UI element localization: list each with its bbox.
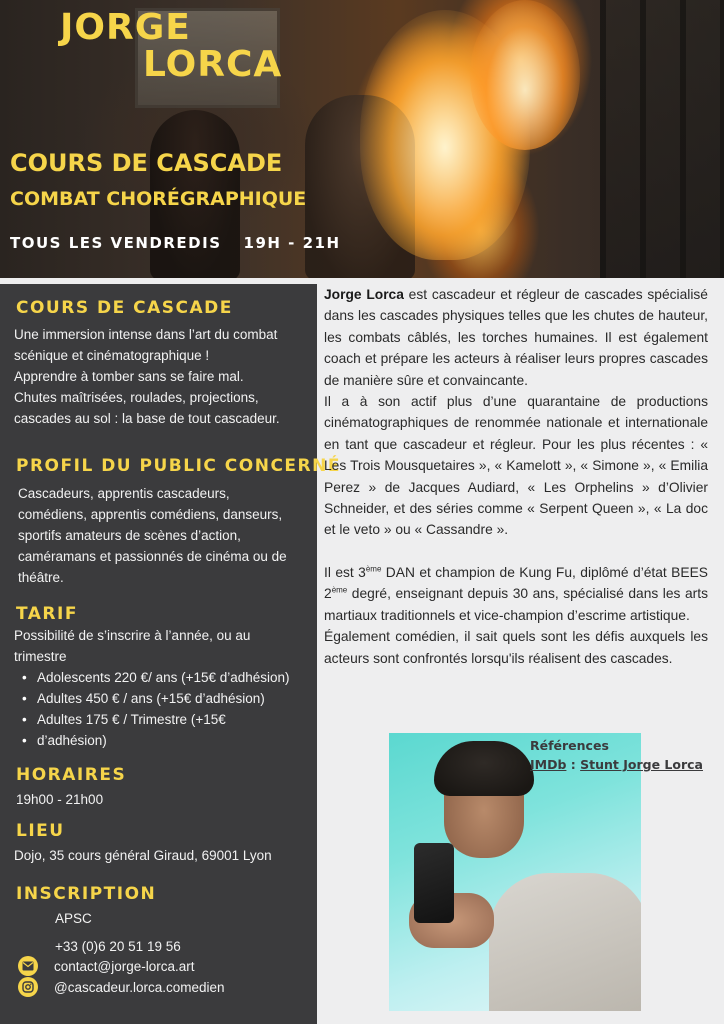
section-heading-lieu: LIEU: [16, 821, 65, 841]
name-line-2: LORCA: [143, 44, 283, 85]
lieu-text: Dojo, 35 cours général Giraud, 69001 Lyon: [14, 848, 272, 863]
text-line: cascades au sol : la base de tout cascadeur.: [14, 411, 280, 426]
portrait-photo: [389, 733, 641, 1011]
instagram-link[interactable]: @cascadeur.lorca.comedien: [54, 979, 225, 995]
bio-paragraph-3: [324, 562, 708, 626]
section-heading-tarif: TARIF: [16, 604, 78, 624]
references-heading: Références: [530, 738, 609, 753]
horaires-text: 19h00 - 21h00: [16, 792, 104, 807]
envelope-icon: [18, 956, 38, 976]
text-line: Cascadeurs, apprentis cascadeurs,: [18, 486, 230, 501]
superscript: ème: [365, 564, 382, 574]
sweater: [489, 873, 641, 1011]
bio-text: Il est 3: [324, 564, 366, 580]
hair: [434, 741, 534, 796]
text-line: Chutes maîtrisées, roulades, projections,: [14, 390, 259, 405]
section-heading-cours: COURS DE CASCADE: [16, 298, 233, 318]
schedule-hours: 19H - 21H: [243, 234, 341, 252]
bio-text: est cascadeur et régleur de cascades spécialisé dans les cascades physiques telles que les chutes de hauteur, les combats câblés, les torches humaines. Il est également coach et prépare les acteurs à réaliser leurs propres cascades de manière sûre et convaincante.: [324, 287, 708, 388]
tarif-description: [14, 625, 290, 751]
profil-description: [18, 483, 287, 588]
bio-paragraph-4: Également comédien, il sait quels sont les défis auxquels les acteurs sont confrontés lorsqu'ils réalisent des cascades.: [324, 629, 708, 666]
text-line: théâtre.: [18, 570, 64, 585]
hero-subtitle: COURS DE CASCADE: [10, 149, 283, 177]
section-heading-inscription: INSCRIPTION: [16, 884, 157, 904]
instagram-icon: [18, 977, 38, 997]
schedule-days: TOUS LES VENDREDIS: [10, 234, 222, 252]
text-line: sportifs amateurs de scènes d’action,: [18, 528, 241, 543]
text-line: comédiens, apprentis comédiens, danseurs,: [18, 507, 283, 522]
schedule-line: [10, 234, 341, 252]
text-line: Possibilité de s’inscrire à l’année, ou au: [14, 628, 251, 643]
instagram-row[interactable]: [18, 977, 225, 997]
bio-paragraph-2: Il a à son actif plus d’une quarantaine de productions cinématographiques de renommée nationale et internationale en tant que cascadeur et régleur. Pour les plus récentes : « Les Trois Mousquetaires », « Kamelott », « Simone », « Emilia Perez » de Jacques Audiard, « Les Orphelins » d’Olivier Schneider, et des séries comme « Serpent Queen », « La doc et le veto » ou « Cassandre ».: [324, 394, 708, 538]
imdb-line[interactable]: [530, 755, 703, 774]
flame: [470, 0, 580, 150]
section-heading-horaires: HORAIRES: [16, 765, 127, 785]
bio-name: Jorge Lorca: [324, 287, 404, 302]
cours-description: [14, 324, 280, 429]
price-item-continuation: [14, 730, 290, 751]
text-line: Une immersion intense dans l’art du combat: [14, 327, 278, 342]
price-list: [14, 667, 290, 751]
spacer: [324, 541, 708, 562]
background-scaffold: [600, 0, 724, 278]
email-row[interactable]: [18, 956, 195, 976]
hero-banner: [0, 0, 724, 278]
superscript: ème: [331, 585, 348, 595]
references-block: [530, 736, 703, 774]
biography: [324, 284, 708, 669]
bio-paragraph-1: [324, 284, 708, 391]
separator: :: [566, 757, 581, 772]
text-line: d’adhésion): [37, 733, 107, 748]
section-heading-profil: PROFIL DU PUBLIC CONCERNÉ: [16, 456, 341, 476]
hero-subtitle-2: COMBAT CHORÉGRAPHIQUE: [10, 188, 307, 210]
price-item: • Adultes 450 € / ans (+15€ d’adhésion): [14, 688, 290, 709]
text-line: scénique et cinématographique !: [14, 348, 210, 363]
bio-text: degré, enseignant depuis 30 ans, spécialisé dans les arts martiaux traditionnels et vice-champion d’escrime artistique.: [324, 586, 708, 623]
name-line-1: JORGE: [60, 7, 191, 48]
text-line: Apprendre à tomber sans se faire mal.: [14, 369, 244, 384]
prop-gun: [414, 843, 454, 923]
price-item: • Adolescents 220 €/ ans (+15€ d’adhésion): [14, 667, 290, 688]
bio-text: DAN et champion de Kung Fu, diplômé d’état BEES 2: [324, 564, 708, 602]
price-item: • Adultes 175 € / Trimestre (+15€: [14, 709, 290, 730]
text-line: trimestre: [14, 649, 67, 664]
email-link[interactable]: contact@jorge-lorca.art: [54, 958, 195, 974]
imdb-link[interactable]: Stunt Jorge Lorca: [580, 757, 703, 772]
phone-number[interactable]: +33 (0)6 20 51 19 56: [55, 939, 181, 954]
imdb-label[interactable]: IMDb: [530, 757, 567, 772]
inscription-org: APSC: [55, 911, 92, 926]
text-line: caméramans et passionnés de cinéma ou de: [18, 549, 287, 564]
